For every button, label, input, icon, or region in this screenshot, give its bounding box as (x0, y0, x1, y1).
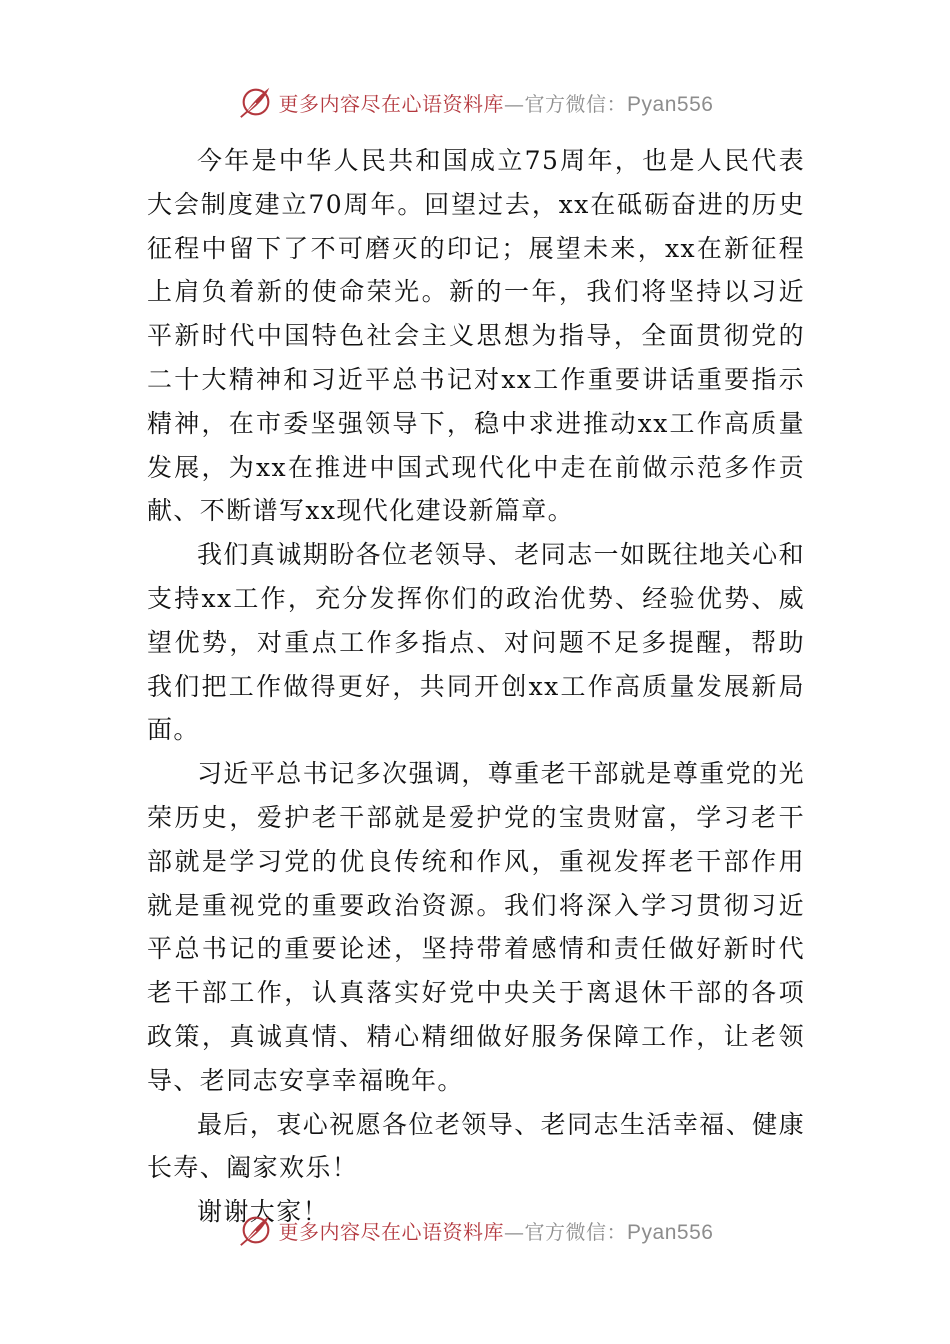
footer-banner (0, 1208, 950, 1252)
banner-wechat-id: Pyan556 (627, 1220, 714, 1244)
banner-wechat-label: 官方微信： (524, 91, 628, 116)
paragraph-3: 习近平总书记多次强调，尊重老干部就是尊重党的光荣历史，爱护老干部就是爱护党的宝贵财富，学习老干部就是学习党的优良传统和作风，重视发挥老干部作用就是重视党的重要政治资源。我们将深入学习贯彻习近平总书记的重要论述，坚持带着感情和责任做好新时代老干部工作，认真落实好党中央关于离退休干部的各项政策，真诚真情、精心精细做好服务保障工作，让老领导、老同志安享幸福晚年。 (147, 759, 805, 1095)
banner-wechat-id: Pyan556 (627, 92, 714, 116)
document-body (147, 139, 805, 1234)
banner-wechat-label: 官方微信： (524, 1219, 628, 1244)
paragraph-1: 今年是中华人民共和国成立75周年，也是人民代表大会制度建立70周年。回望过去，xx在砥砺奋进的历史征程中留下了不可磨灭的印记；展望未来，xx在新征程上肩负着新的使命荣光。新的一年，我们将坚持以习近平新时代中国特色社会主义思想为指导，全面贯彻党的二十大精神和习近平总书记对xx工作重要讲话重要指示精神，在市委坚强领导下，稳中求进推动xx工作高质量发展，为xx在推进中国式现代化中走在前做示范多作贡献、不断谱写xx现代化建设新篇章。 (147, 146, 805, 526)
paragraph-4: 最后，衷心祝愿各位老领导、老同志生活幸福、健康长寿、阖家欢乐！ (147, 1109, 805, 1183)
banner-dash: — (504, 1219, 525, 1244)
quill-pen-logo-icon (237, 83, 275, 121)
header-banner (0, 80, 950, 124)
banner-site-name: 更多内容尽在心语资料库 (278, 91, 505, 116)
banner-site-name: 更多内容尽在心语资料库 (278, 1219, 505, 1244)
banner-dash: — (504, 91, 525, 116)
banner-text (279, 1216, 714, 1245)
paragraph-5: 谢谢大家！ (197, 1197, 330, 1227)
banner-text (279, 88, 714, 117)
quill-pen-logo-icon (237, 1211, 275, 1249)
paragraph-2: 我们真诚期盼各位老领导、老同志一如既往地关心和支持xx工作，充分发挥你们的政治优势、经验优势、威望优势，对重点工作多指点、对问题不足多提醒，帮助我们把工作做得更好，共同开创xx工作高质量发展新局面。 (147, 540, 805, 745)
